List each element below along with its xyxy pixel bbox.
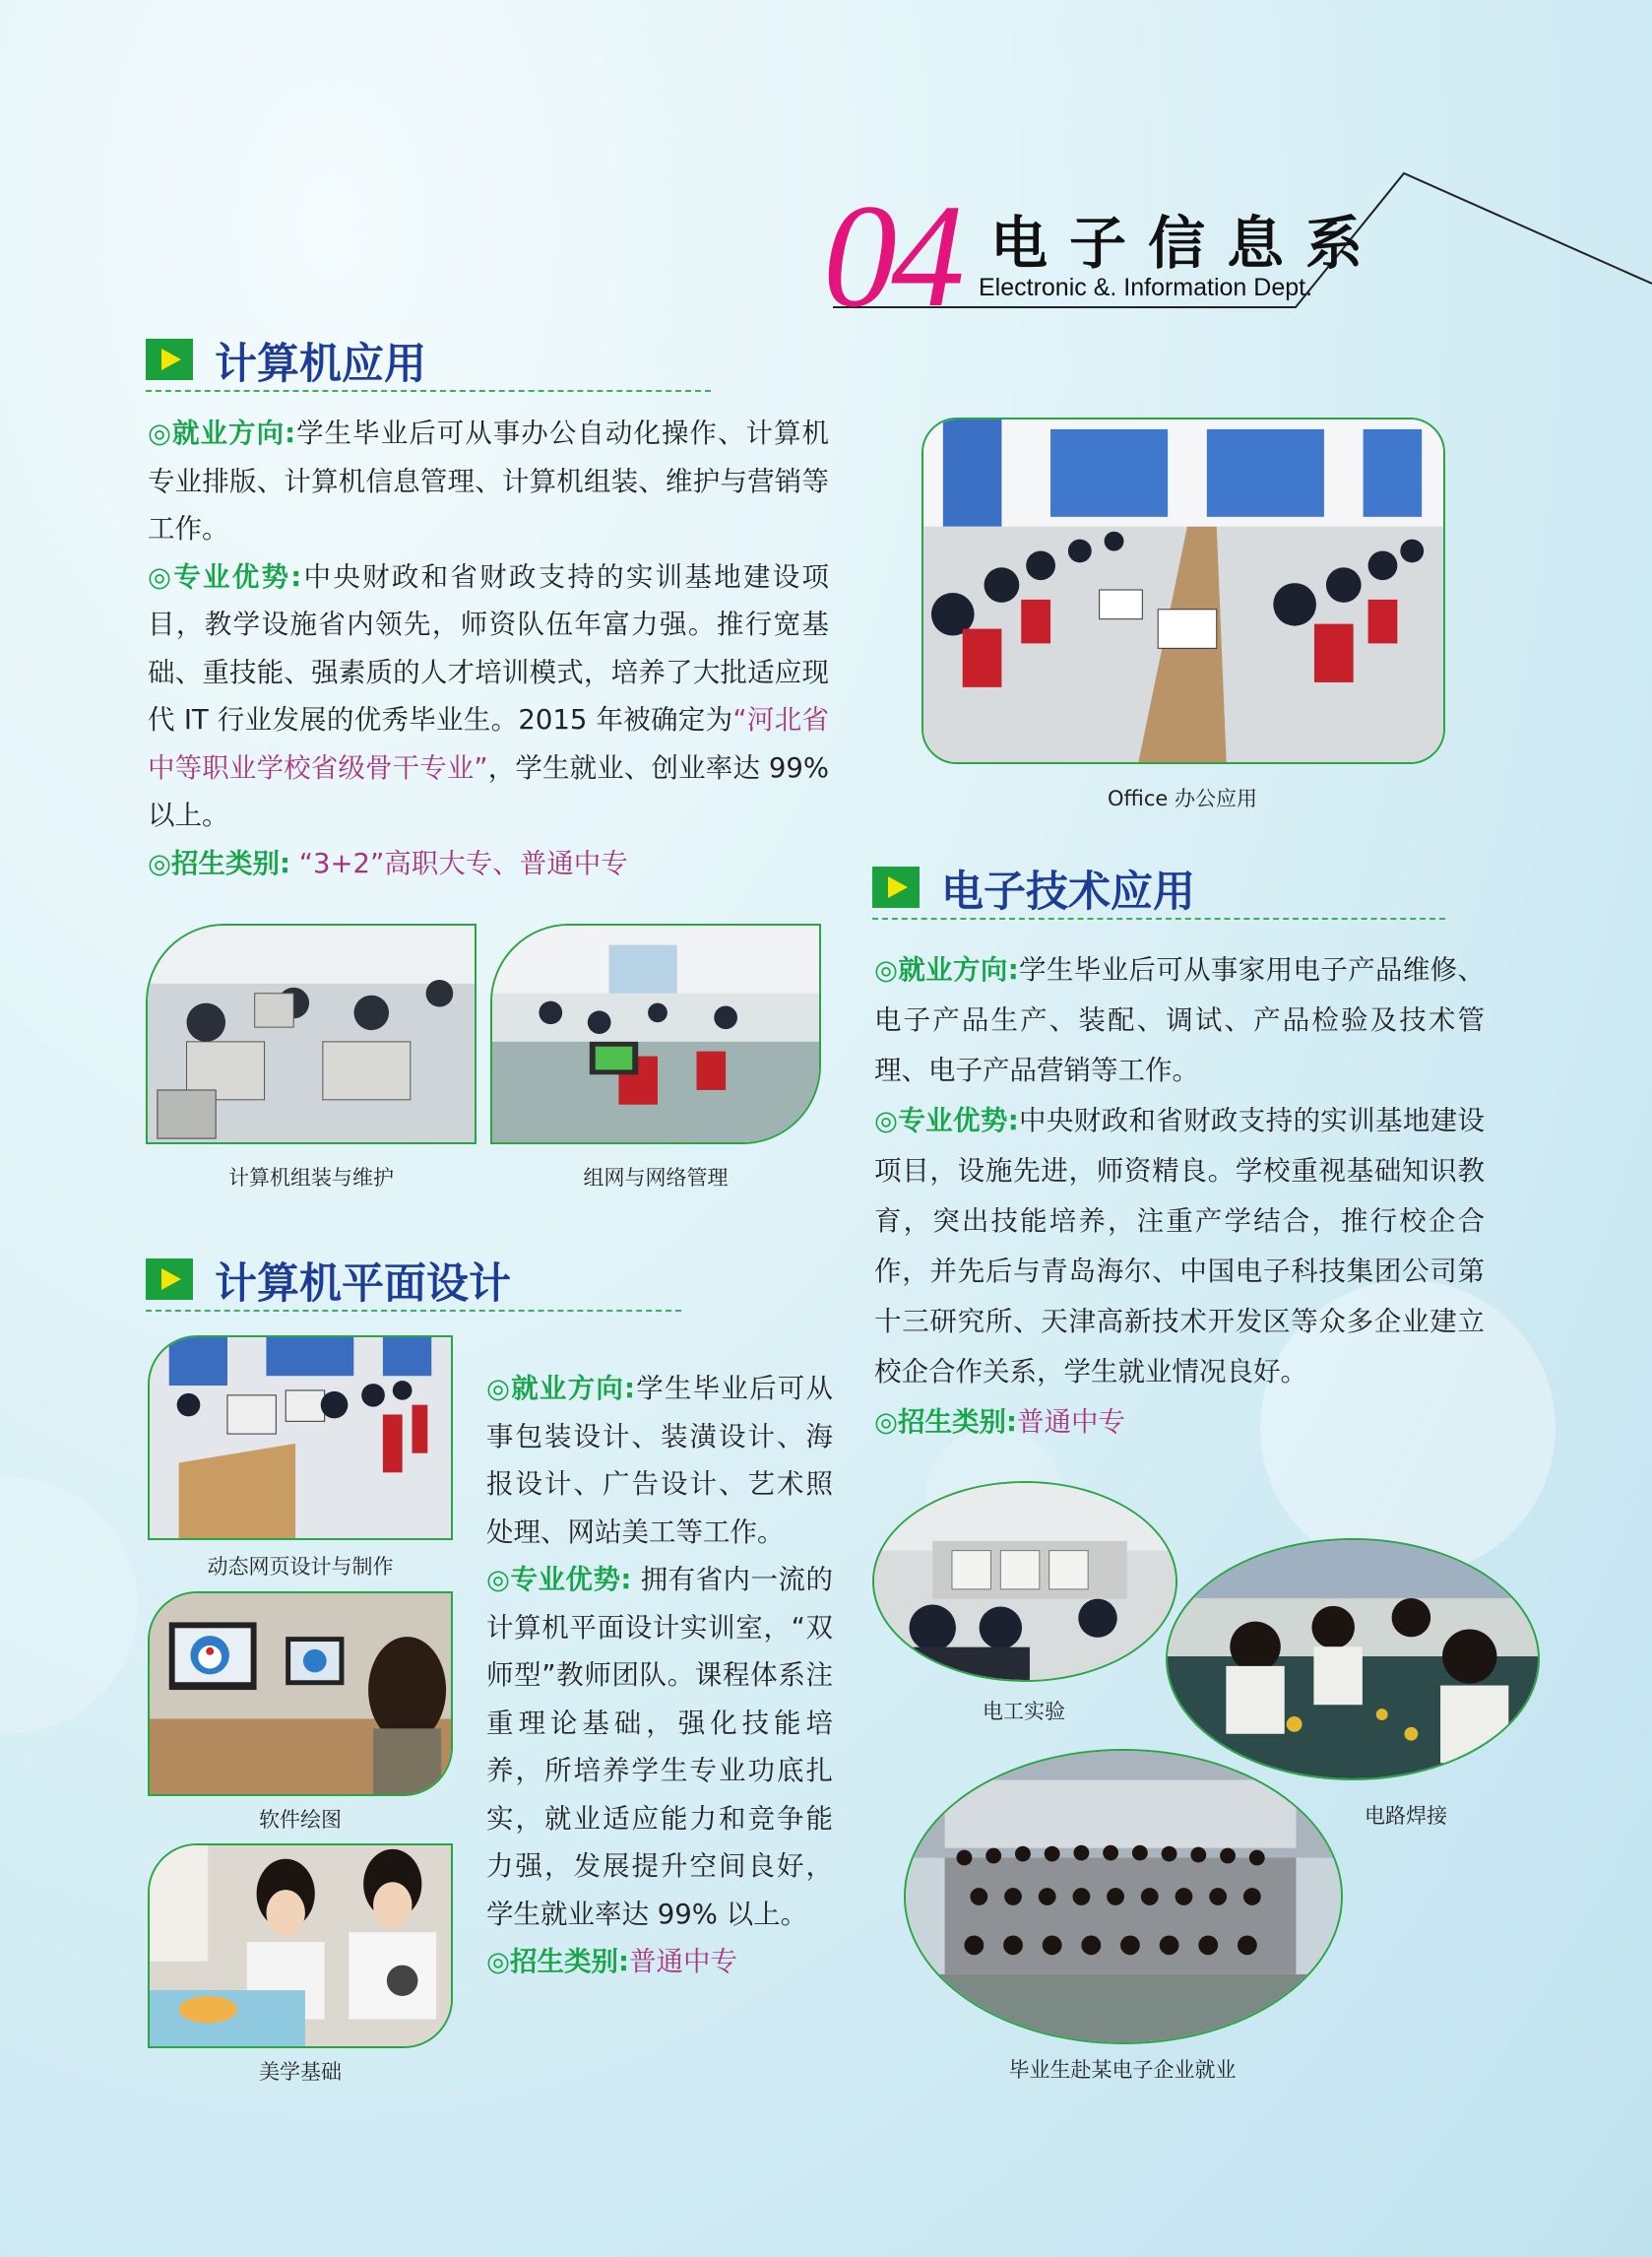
dashed-divider: [146, 390, 711, 392]
section-header-computer-app: [146, 331, 711, 390]
employment-paragraph: [486, 1365, 833, 1556]
photo-office-classroom: [921, 418, 1445, 764]
computer-app-body: [148, 410, 829, 887]
employment-text: 学生毕业后可从事家用电子产品维修、电子产品生产、装配、调试、产品检验及技术管理、电子产品营销等工作。: [874, 954, 1485, 1086]
caption-graduates: 毕业生赴某电子企业就业: [1008, 2058, 1237, 2082]
photo-circuit-soldering: [1166, 1538, 1540, 1780]
caption-assembly: 计算机组装与维护: [228, 1166, 394, 1190]
caption-networking: 组网与网络管理: [583, 1166, 729, 1190]
enroll-paragraph: [486, 1938, 833, 1986]
dept-subtitle: Electronic &. Information Dept.: [979, 274, 1313, 301]
section-title: 计算机平面设计: [215, 1259, 511, 1309]
photo-software-drawing: [148, 1591, 453, 1796]
caption-aesthetics: 美学基础: [259, 2060, 342, 2084]
enroll-label: ◎招生类别:: [148, 847, 290, 879]
caption-web-design: 动态网页设计与制作: [207, 1555, 394, 1579]
employment-paragraph: [148, 410, 829, 553]
employment-text: 学生毕业后可从事包装设计、装潢设计、海报设计、广告设计、艺术照处理、网站美工等工作。: [486, 1373, 834, 1548]
advantage-text: 中央财政和省财政支持的实训基地建设项目，教学设施省内领先，师资队伍年富力强。推行宽基础、重技能、强素质的人才培训模式，培养了大批适应现代 IT 行业发展的优秀毕业生。2015 年被确定为: [148, 560, 829, 736]
photo-web-design: [148, 1335, 453, 1540]
advantage-paragraph: [486, 1556, 833, 1938]
enroll-paragraph: [148, 840, 829, 888]
advantage-label: ◎专业优势:: [486, 1564, 632, 1595]
section-title: 电子技术应用: [941, 868, 1195, 917]
advantage-highlight: “河北省中等职业学校省级骨干专业”: [148, 704, 830, 784]
enroll-text: “3+2”高职大专、普通中专: [298, 847, 628, 879]
advantage-label: ◎专业优势:: [148, 560, 302, 593]
employment-label: ◎就业方向:: [148, 418, 296, 449]
advantage-text: 拥有省内一流的计算机平面设计实训室，“双师型”教师团队。课程体系注重理论基础，强化技能培养，所培养学生专业功底扎实，就业适应能力和竞争能力强，发展提升空间良好，学生就业率达 99% 以上。: [486, 1564, 833, 1930]
dashed-divider: [146, 1310, 681, 1312]
enroll-paragraph: [874, 1397, 1485, 1448]
photo-electrical-lab: [872, 1481, 1177, 1682]
employment-paragraph: [874, 945, 1485, 1096]
section-title: 计算机应用: [215, 340, 426, 389]
caption-soldering: 电路焊接: [1365, 1804, 1447, 1828]
advantage-paragraph: [148, 553, 829, 840]
advantage-text: 中央财政和省财政支持的实训基地建设项目，设施先进，师资精良。学校重视基础知识教育，突出技能培养，注重产学结合，推行校企合作，并先后与青岛海尔、中国电子科技集团公司第十三研究所、天津高新技术开发区等众多企业建立校企合作关系，学生就业情况良好。: [874, 1105, 1485, 1387]
enroll-text: 普通中专: [629, 1946, 737, 1977]
photo-aesthetics: [148, 1843, 453, 2048]
background-bubble: [0, 1477, 138, 1733]
caption-software-drawing: 软件绘图: [259, 1808, 342, 1832]
enroll-label: ◎招生类别:: [874, 1406, 1017, 1438]
advantage-label: ◎专业优势:: [874, 1105, 1019, 1136]
section-header-electronics: [872, 859, 1445, 918]
employment-label: ◎就业方向:: [486, 1373, 636, 1404]
employment-text: 学生毕业后可从事办公自动化操作、计算机专业排版、计算机信息管理、计算机组装、维护与营销等工作。: [148, 418, 830, 545]
play-triangle-icon: [146, 339, 193, 380]
play-triangle-icon: [872, 867, 920, 908]
play-triangle-icon: [146, 1258, 193, 1300]
graphic-design-body: [486, 1365, 833, 1986]
caption-electrical-lab: 电工实验: [983, 1700, 1065, 1723]
enroll-text: 普通中专: [1017, 1406, 1125, 1438]
section-header-graphic-design: [146, 1251, 681, 1310]
caption-office: Office 办公应用: [1108, 787, 1257, 810]
advantage-paragraph: [874, 1096, 1485, 1397]
electronics-body: [874, 945, 1485, 1448]
advantage-text-end: ，学生就业、创业率达 99% 以上。: [148, 751, 829, 831]
photo-networking: [490, 924, 821, 1144]
employment-label: ◎就业方向:: [874, 954, 1019, 986]
dept-number: 04: [823, 174, 959, 338]
enroll-label: ◎招生类别:: [486, 1946, 629, 1977]
dept-title: 电子信息系: [990, 210, 1385, 277]
photo-graduates-group: [904, 1749, 1343, 2044]
photo-computer-assembly: [146, 924, 477, 1144]
dashed-divider: [872, 918, 1445, 920]
